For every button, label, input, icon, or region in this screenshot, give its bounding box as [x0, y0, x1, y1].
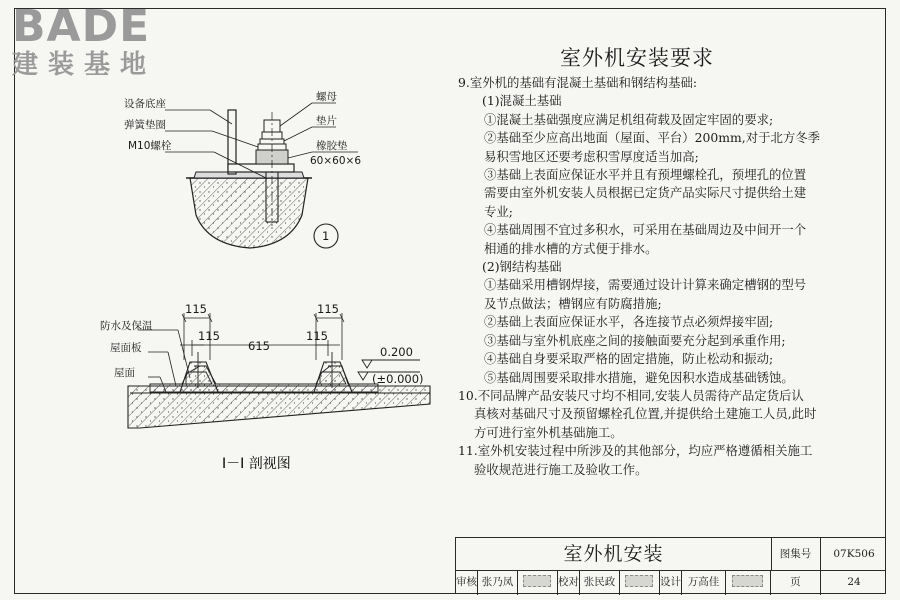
label-m10-bolt: M10螺栓	[128, 140, 172, 152]
logo-word: BADE	[12, 1, 151, 52]
dim-center: 615	[248, 339, 270, 353]
requirement-line: ①混凝土基础强度应满足机组荷载及固定牢固的要求;	[484, 111, 774, 127]
dim-left-inner: 115	[198, 329, 220, 343]
requirement-line: ④基础周围不宜过多积水，可采用在基础周边及中间开一个	[484, 222, 807, 238]
review-signature	[518, 570, 558, 595]
requirement-line: 及节点做法；槽钢应有防腐措施;	[484, 295, 662, 311]
requirement-line: 方可进行室外机基础施工。	[474, 424, 623, 440]
title-block-top-row	[456, 538, 886, 571]
label-waterproof: 防水及保温	[100, 320, 153, 332]
requirement-line: ④基础自身要采取严格的固定措施，防止松动和振动;	[484, 351, 774, 367]
design-name: 万高佳	[682, 570, 726, 595]
elevation-bottom: (±0.000)	[372, 372, 424, 386]
page-label: 页	[771, 570, 821, 595]
requirements-text	[458, 74, 868, 479]
section-caption: I－I 剖视图	[222, 456, 291, 472]
dim-right-inner: 115	[306, 329, 328, 343]
requirement-line: ③基础与室外机底座之间的接触面要充分起到承重作用;	[484, 332, 786, 348]
label-rubber-pad-size: 60×60×6	[310, 155, 361, 167]
requirement-line: ①基础采用槽钢焊接，需要通过设计计算来确定槽钢的型号	[484, 277, 807, 293]
atlas-label: 图集号	[771, 538, 821, 570]
requirement-line: 相通的排水槽的方式便于排水。	[484, 240, 658, 256]
requirement-line: 9.室外机的基础有混凝土基础和钢结构基础:	[458, 75, 698, 90]
design-label: 设计	[660, 570, 682, 595]
requirement-line: (2)钢结构基础	[482, 259, 562, 275]
label-nut: 螺母	[316, 91, 337, 103]
requirement-line: 验收规范进行施工及验收工作。	[474, 461, 648, 477]
sheet-title: 室外机安装要求	[560, 46, 714, 70]
title-block	[455, 537, 886, 594]
requirement-line: ②基础上表面应保证水平，各连接节点必须焊接牢固;	[484, 314, 774, 330]
check-name: 张民政	[580, 570, 620, 595]
requirement-line: ②基础至少应高出地面（屋面、平台）200mm,对于北方冬季	[484, 130, 821, 146]
requirement-line: 10.不同品牌产品安装尺寸均不相同,安装人员需待产品定货后认	[458, 387, 804, 403]
dim-right-top: 115	[317, 302, 339, 316]
dim-left-top: 115	[185, 302, 207, 316]
label-roof-board: 屋面板	[110, 342, 142, 354]
requirement-line: ⑤基础周围要采取排水措施，避免因积水造成基础锈蚀。	[484, 369, 794, 385]
page-number: 24	[847, 576, 861, 588]
check-signature	[620, 570, 660, 595]
atlas-number: 07K506	[833, 548, 875, 560]
review-name: 张乃凤	[478, 570, 518, 595]
requirement-line: 专业;	[484, 203, 513, 219]
detail-number: 1	[322, 229, 330, 243]
title-block-sign-row	[456, 570, 886, 595]
label-equipment-base: 设备底座	[124, 98, 166, 110]
label-spring-washer: 弹簧垫圈	[124, 119, 166, 131]
review-label: 审核	[456, 570, 478, 595]
logo-subtitle: 建装基地	[12, 50, 157, 80]
requirement-line: 易积雪地区还要考虑积雪厚度适当加高;	[484, 148, 699, 164]
label-washer: 垫片	[316, 115, 337, 127]
check-label: 校对	[558, 570, 580, 595]
drawing-title: 室外机安装	[456, 538, 772, 570]
elevation-top: 0.200	[380, 345, 413, 359]
requirement-line: 真核对基础尺寸及预留螺栓孔位置,并提供给土建施工人员,此时	[474, 406, 817, 422]
requirement-line: ③基础上表面应保证水平并且有预埋螺栓孔，预埋孔的位置	[484, 167, 807, 183]
label-roof: 屋面	[114, 367, 135, 379]
requirement-line: 11.室外机安装过程中所涉及的其他部分，均应严格遵循相关施工	[458, 443, 813, 459]
requirement-line: (1)混凝土基础	[482, 93, 562, 109]
label-rubber-pad: 橡胶垫	[316, 140, 348, 152]
design-signature	[726, 570, 771, 595]
requirement-line: 需要由室外机安装人员根据已定货产品实际尺寸提供给土建	[484, 185, 807, 201]
